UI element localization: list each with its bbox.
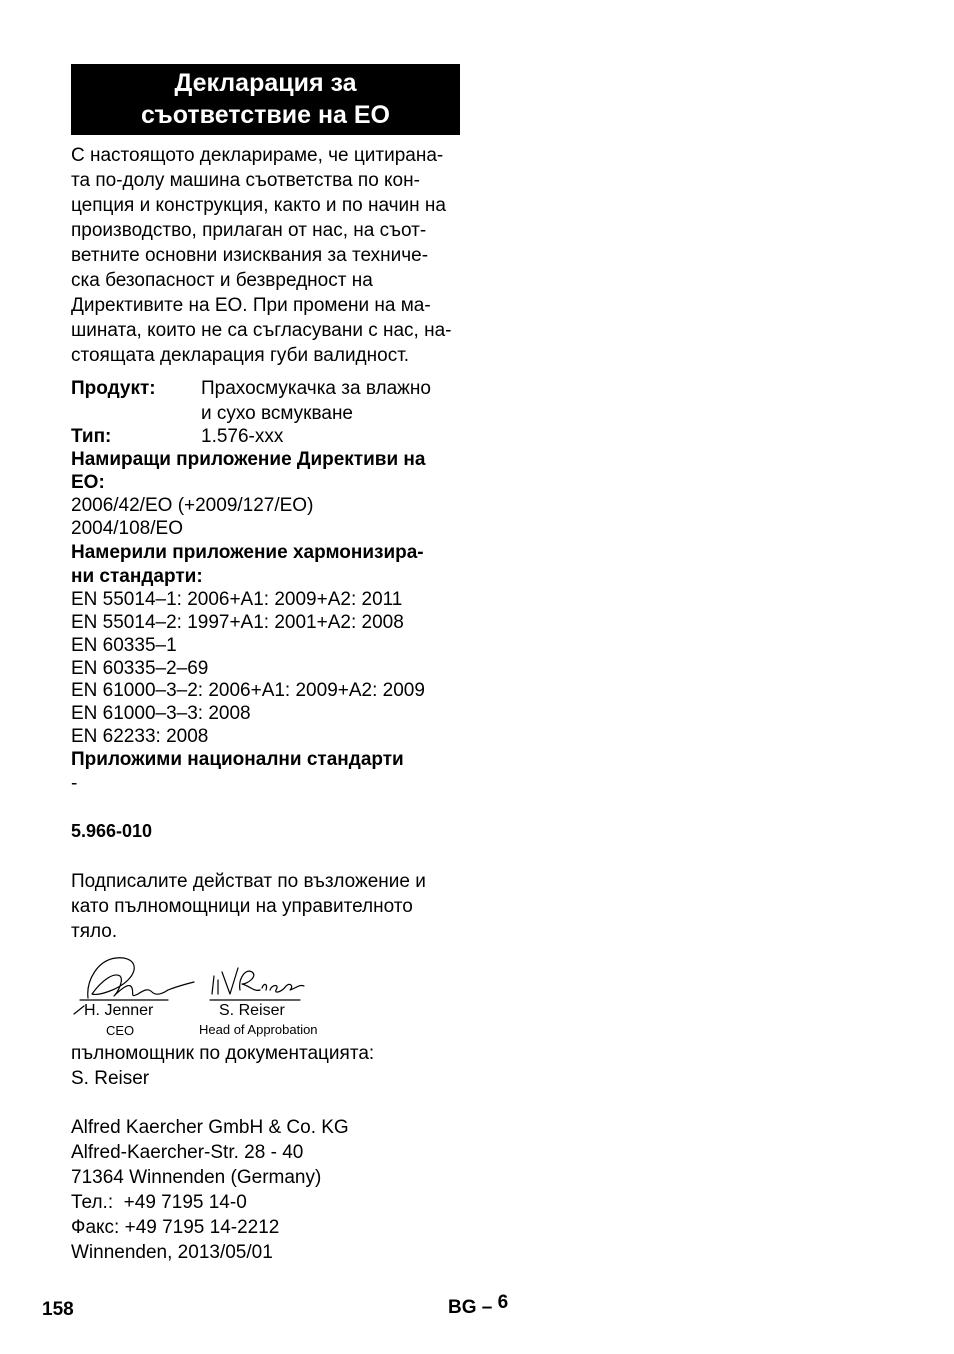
signatories-note xyxy=(71,869,426,944)
directives-heading-line-1: Намиращи приложение Директиви на xyxy=(71,449,426,470)
company-address xyxy=(71,1115,349,1265)
doc-rep-label: пълномощник по документацията: xyxy=(71,1043,375,1064)
type-value: 1.576-xxx xyxy=(201,426,284,447)
language-page-number: 6 xyxy=(497,1292,509,1313)
signatory-role-approbation: Head of Approbation xyxy=(199,1022,318,1037)
company-phone: Тел.: +49 7195 14-0 xyxy=(71,1192,247,1213)
standard-item: EN 55014–1: 2006+A1: 2009+A2: 2011 xyxy=(71,589,403,610)
directive-item: 2006/42/ЕО (+2009/127/ЕО) xyxy=(71,495,314,516)
intro-line: Директивите на ЕО. При промени на ма- xyxy=(71,295,431,316)
doc-rep-name: S. Reiser xyxy=(71,1068,150,1089)
standard-item: EN 62233: 2008 xyxy=(71,726,209,747)
standard-item: EN 55014–2: 1997+A1: 2001+A2: 2008 xyxy=(71,612,404,633)
standards-heading-line-2: ни стандарти: xyxy=(71,566,203,587)
company-name: Alfred Kaercher GmbH & Co. KG xyxy=(71,1117,349,1138)
signatory-name-jenner: H. Jenner xyxy=(84,1002,154,1019)
intro-line: ветните основни изисквания за техниче- xyxy=(71,245,429,266)
intro-line: ска безопасност и безвредност на xyxy=(71,270,373,291)
place-date: Winnenden, 2013/05/01 xyxy=(71,1242,273,1263)
document-number: 5.966-010 xyxy=(71,821,153,841)
intro-line: производство, прилаган от нас, на съот- xyxy=(71,220,427,241)
standard-item: EN 60335–1 xyxy=(71,635,177,656)
product-value-line-1: Прахосмукачка за влажно xyxy=(201,378,431,399)
national-standards-heading: Приложими национални стандарти xyxy=(71,749,404,770)
company-city: 71364 Winnenden (Germany) xyxy=(71,1167,322,1188)
directives-heading-line-2: ЕО: xyxy=(71,472,105,493)
standard-item: EN 61000–3–2: 2006+A1: 2009+A2: 2009 xyxy=(71,680,425,701)
language-page-label xyxy=(448,1292,509,1319)
company-street: Alfred-Kaercher-Str. 28 - 40 xyxy=(71,1142,304,1163)
product-label: Продукт: xyxy=(71,378,156,399)
note-line: тяло. xyxy=(71,921,118,942)
standard-item: EN 60335–2–69 xyxy=(71,658,209,679)
company-fax: Факс: +49 7195 14-2212 xyxy=(71,1217,280,1238)
standard-item: EN 61000–3–3: 2008 xyxy=(71,703,251,724)
title-line-1: Декларация за xyxy=(174,69,357,97)
type-label: Тип: xyxy=(71,426,112,447)
intro-paragraph xyxy=(71,143,463,368)
intro-line: стоящата декларация губи валидност. xyxy=(71,345,410,366)
intro-line: шината, които не са съгласувани с нас, на- xyxy=(71,320,452,341)
intro-line: С настоящото декларираме, че цитирана- xyxy=(71,145,444,166)
standards-heading-line-1: Намерили приложение хармонизира- xyxy=(71,542,424,563)
product-value-line-2: и сухо всмукване xyxy=(201,403,353,424)
signatory-role-ceo: CEO xyxy=(106,1023,135,1038)
note-line: като пълномощници на управителното xyxy=(71,896,413,917)
signatory-name-reiser: S. Reiser xyxy=(219,1002,285,1019)
language-code: BG – xyxy=(448,1297,493,1318)
declaration-title xyxy=(71,64,460,135)
page-number: 158 xyxy=(42,1299,74,1320)
title-line-2: съответствие на ЕО xyxy=(140,101,391,129)
documentation-representative xyxy=(71,1041,374,1091)
intro-line: цепция и конструкция, както и по начин на xyxy=(71,195,446,216)
note-line: Подписалите действат по възложение и xyxy=(71,871,426,892)
intro-line: та по-долу машина съответства по кон- xyxy=(71,170,420,191)
directive-item: 2004/108/ЕО xyxy=(71,518,183,539)
national-standards-value: - xyxy=(71,773,78,794)
